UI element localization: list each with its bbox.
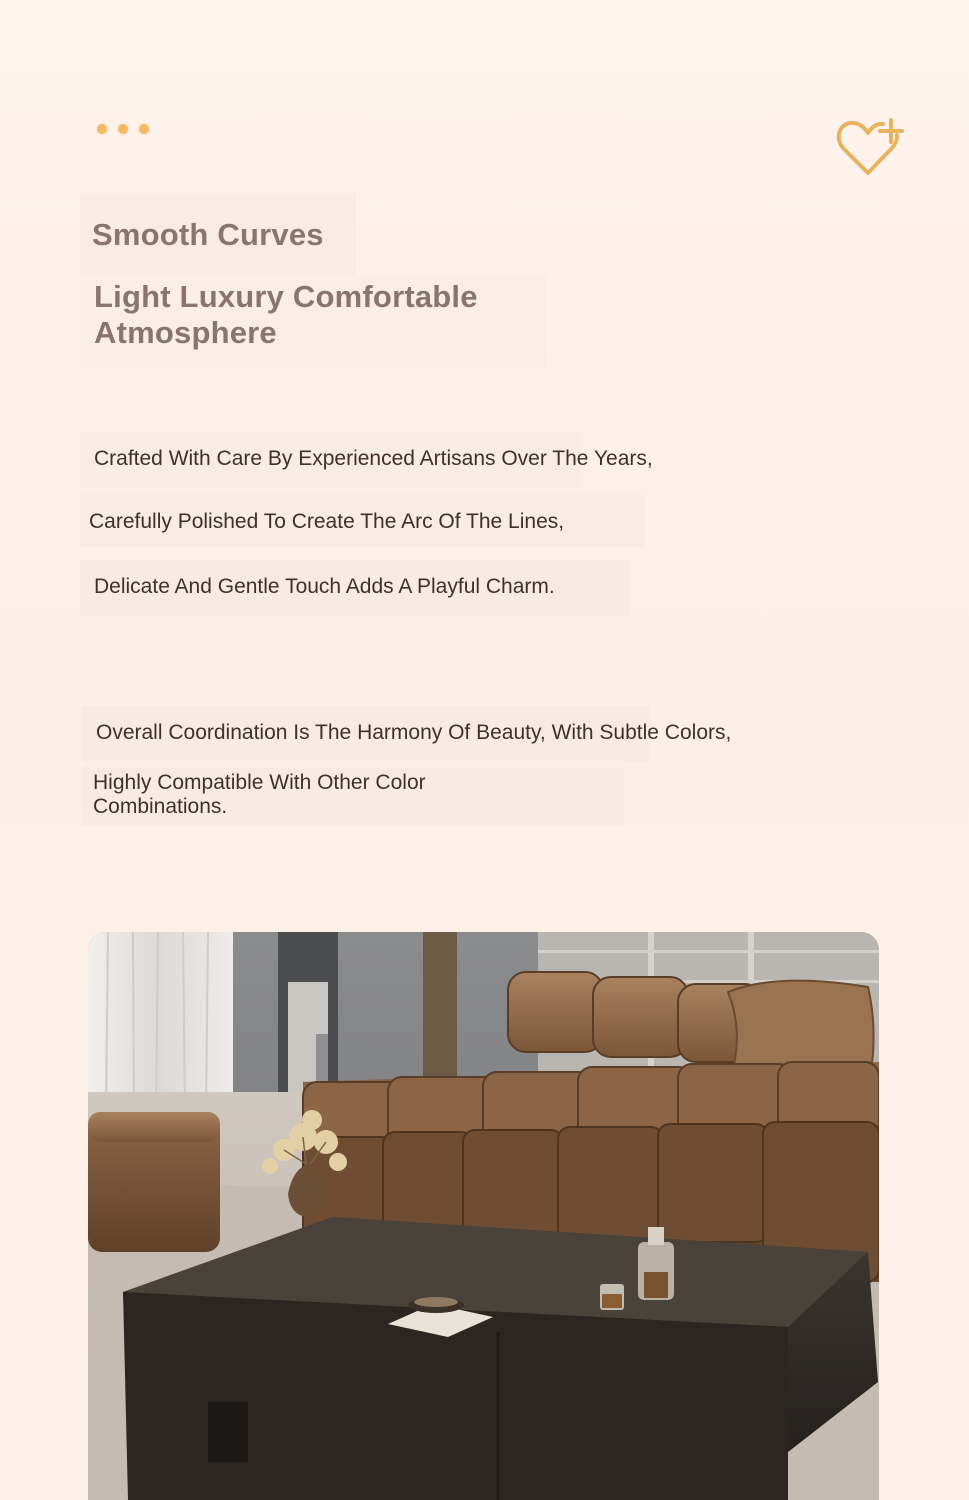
body-text-line: Delicate And Gentle Touch Adds A Playful Charm. [94, 575, 555, 598]
living-room-photo [88, 932, 879, 1500]
body-text-line: Crafted With Care By Experienced Artisans Over The Years, [94, 447, 653, 470]
body-text-line: Combinations. [93, 795, 228, 818]
title-block [80, 193, 550, 368]
dot [97, 124, 107, 134]
body-text-line: Highly Compatible With Other Color [93, 771, 426, 794]
body-text-line: Carefully Polished To Create The Arc Of The Lines, [89, 510, 565, 533]
dot [118, 124, 128, 134]
dot [139, 124, 149, 134]
section-title: Smooth Curves [92, 217, 324, 252]
heart-plus-icon[interactable] [833, 115, 909, 179]
ellipsis-icon [97, 124, 149, 134]
section-subtitle: Light Luxury Comfortable Atmosphere [94, 279, 478, 350]
body-text-line: Overall Coordination Is The Harmony Of Beauty, With Subtle Colors, [96, 721, 732, 744]
